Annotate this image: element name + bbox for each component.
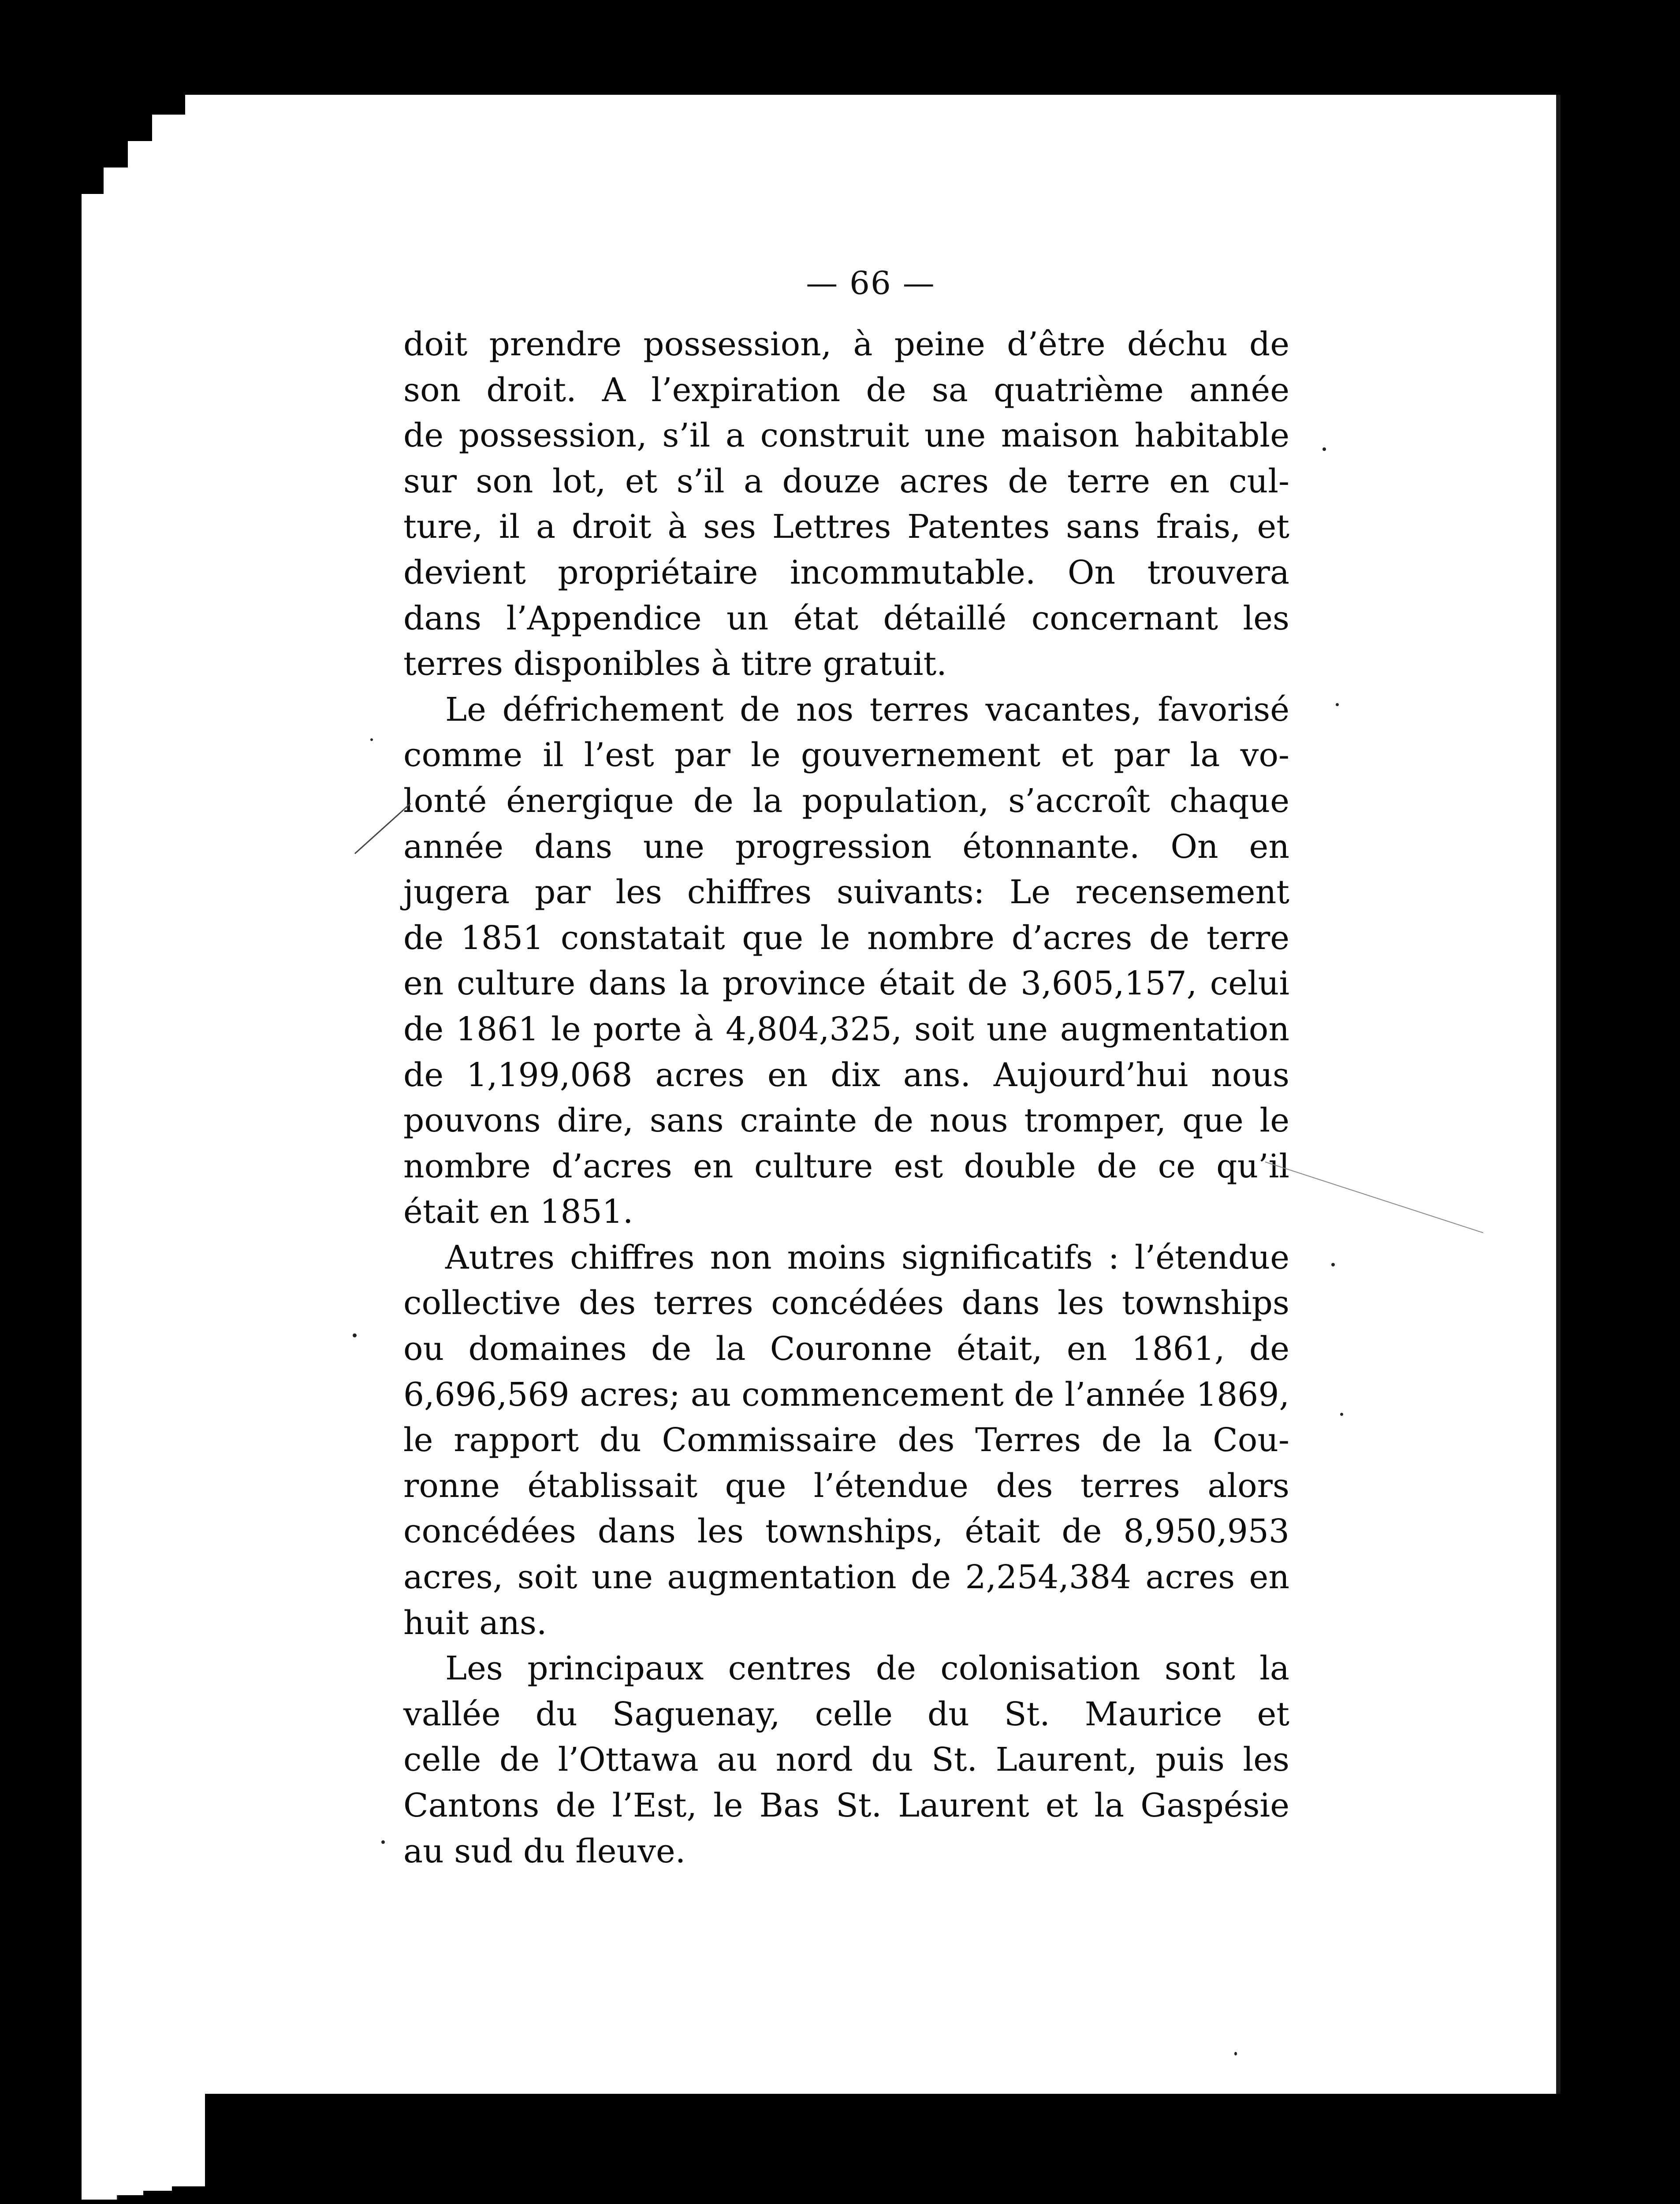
scan-speck	[1234, 2052, 1237, 2055]
text-line: Autres chiffres non moins significatifs : l’étendue	[445, 1238, 1289, 1277]
text-line: pouvons dire, sans crainte de nous tromper, que le	[403, 1102, 1289, 1140]
scan-speck	[1331, 1263, 1335, 1266]
scan-speck	[1340, 1413, 1343, 1416]
text-line: Le défrichement de nos terres vacantes, favorisé	[445, 690, 1289, 729]
text-line: celle de l’Ottawa au nord du St. Laurent, puis les	[403, 1741, 1289, 1779]
text-line: ture, il a droit à ses Lettres Patentes sans frais, et	[403, 508, 1289, 546]
paragraph	[403, 687, 1289, 1235]
scan-speck	[353, 1333, 357, 1337]
text-line: en culture dans la province était de 3,605,157, celui	[403, 964, 1289, 1003]
text-line: lonté énergique de la population, s’accroît chaque	[403, 782, 1289, 820]
text-line: collective des terres concédées dans les townships	[403, 1284, 1289, 1322]
text-line: huit ans.	[403, 1604, 547, 1642]
text-line: nombre d’acres en culture est double de ce qu’il	[403, 1147, 1289, 1185]
paragraph	[403, 1646, 1289, 1874]
text-line: son droit. A l’expiration de sa quatrième année	[403, 371, 1289, 409]
text-line: devient propriétaire incommutable. On trouvera	[403, 553, 1289, 592]
text-line: Les principaux centres de colonisation sont la	[445, 1649, 1289, 1688]
text-line: de 1861 le porte à 4,804,325, soit une augmentation	[403, 1010, 1289, 1048]
text-line: de possession, s’il a construit une maison habitable	[403, 417, 1289, 455]
text-line: 6,696,569 acres; au commencement de l’année 1869,	[403, 1375, 1289, 1414]
text-line: vallée du Saguenay, celle du St. Maurice et	[403, 1695, 1289, 1733]
pen-mark	[354, 803, 411, 854]
text-line: de 1,199,068 acres en dix ans. Aujourd’hui nous	[403, 1056, 1289, 1094]
text-line: sur son lot, et s’il a douze acres de terre en cul-	[403, 462, 1289, 500]
text-line: le rapport du Commissaire des Terres de la Cou-	[403, 1421, 1289, 1459]
body-text	[403, 322, 1289, 1874]
book-page	[185, 95, 1561, 2094]
text-line: dans l’Appendice un état détaillé concernant les	[403, 599, 1289, 637]
text-line: ronne établissait que l’étendue des terres alors	[403, 1467, 1289, 1505]
text-line: de 1851 constatait que le nombre d’acres de terre	[403, 919, 1289, 957]
text-line: comme il l’est par le gouvernement et par la vo-	[403, 736, 1289, 774]
scan-speck	[381, 1840, 385, 1844]
scan-speck	[1322, 447, 1326, 451]
text-line: acres, soit une augmentation de 2,254,384 acres en	[403, 1558, 1289, 1597]
text-line: concédées dans les townships, était de 8,950,953	[403, 1512, 1289, 1551]
scan-speck	[1336, 703, 1339, 706]
text-line: Cantons de l’Est, le Bas St. Laurent et la Gaspésie	[403, 1787, 1289, 1824]
text-line: doit prendre possession, à peine d’être déchu de	[403, 325, 1289, 363]
text-line: ou domaines de la Couronne était, en 1861, de	[403, 1330, 1289, 1368]
text-line: était en 1851.	[403, 1193, 633, 1231]
page-number: — 66 —	[806, 264, 935, 302]
text-line: au sud du fleuve.	[403, 1832, 686, 1870]
paragraph	[403, 1235, 1289, 1646]
text-line: jugera par les chiffres suivants: Le recensement	[403, 873, 1289, 912]
paragraph	[403, 322, 1289, 687]
text-line: année dans une progression étonnante. On en	[403, 827, 1289, 866]
pen-mark	[1265, 1162, 1483, 1233]
text-line: terres disponibles à titre gratuit.	[403, 645, 947, 683]
scan-speck	[370, 738, 373, 741]
